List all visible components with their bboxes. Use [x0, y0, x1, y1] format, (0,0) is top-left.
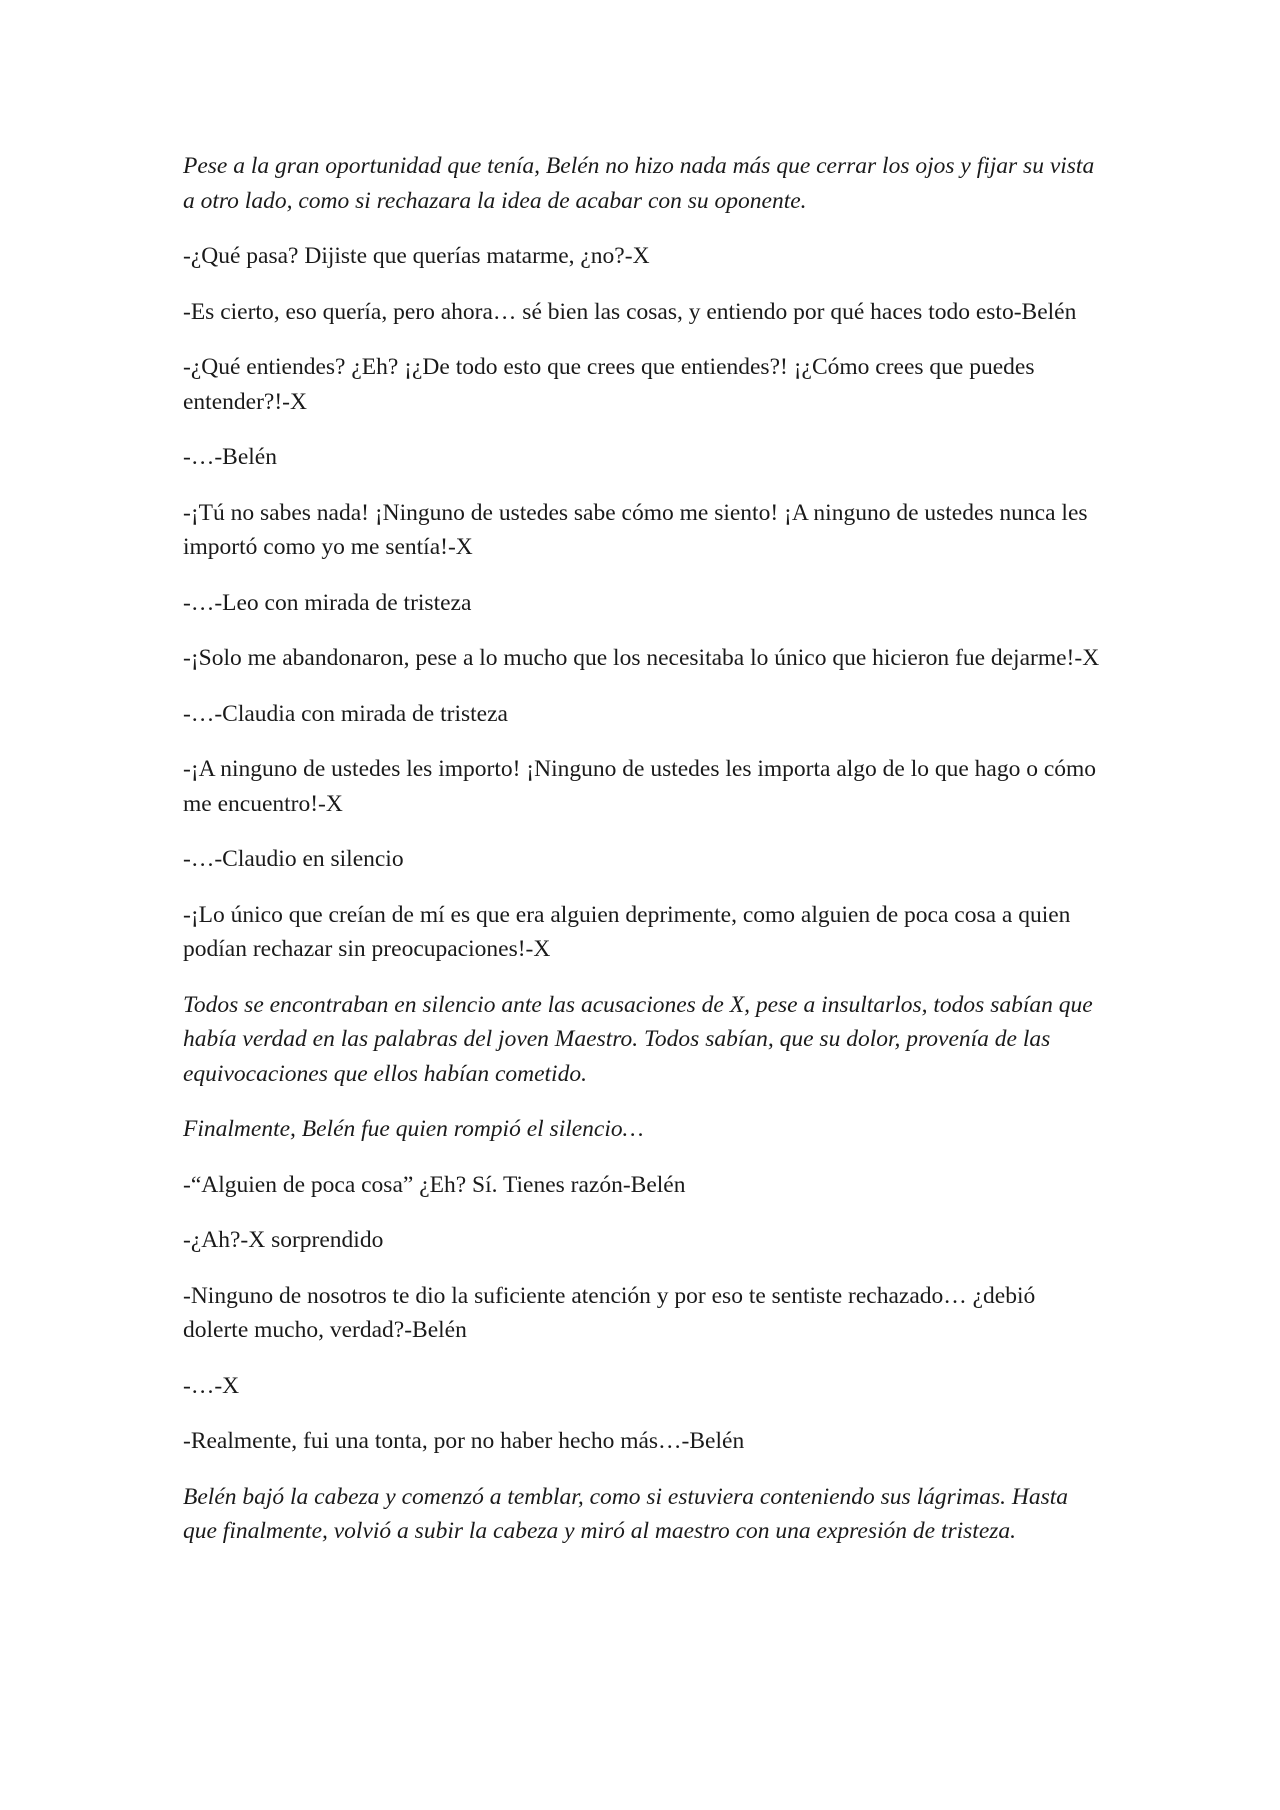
- dialogue-line: -“Alguien de poca cosa” ¿Eh? Sí. Tienes razón-Belén: [183, 1171, 686, 1198]
- dialogue-line: -¿Qué pasa? Dijiste que querías matarme, ¿no?-X: [183, 243, 650, 269]
- dialogue-line: -¡A ninguno de ustedes les importo! ¡Ninguno de ustedes les importa algo de lo que hago o cómo me encuentro!-X: [183, 756, 1097, 817]
- dialogue-line: -¡Lo único que creían de mí es que era alguien deprimente, como alguien de poca cosa a quien podían rechazar sin preocupaciones!-X: [183, 901, 1071, 962]
- dialogue-line: -¡Solo me abandonaron, pese a lo mucho que los necesitaba lo único que hicieron fue dejarme!-X: [183, 645, 1100, 671]
- document-body: [183, 149, 1103, 1570]
- dialogue-line: -Es cierto, eso quería, pero ahora… sé bien las cosas, y entiendo por qué haces todo esto-Belén: [183, 298, 1077, 325]
- dialogue-line: -¡Tú no sabes nada! ¡Ninguno de ustedes sabe cómo me siento! ¡A ninguno de ustedes nunca les importó como yo me sentía!-X: [183, 499, 1088, 560]
- dialogue-line: -…-Claudio en silencio: [183, 846, 404, 872]
- narration-paragraph: Belén bajó la cabeza y comenzó a temblar, como si estuviera conteniendo sus lágrimas. Hasta que finalmente, volvió a subir la cabeza y miró al maestro con una expresión de tristeza.: [183, 1483, 1069, 1544]
- narration-paragraph: Finalmente, Belén fue quien rompió el silencio…: [183, 1116, 644, 1142]
- narration-paragraph: Pese a la gran oportunidad que tenía, Belén no hizo nada más que cerrar los ojos y fijar su vista a otro lado, como si rechazara la idea de acabar con su oponente.: [183, 153, 1095, 214]
- dialogue-line: -…-Leo con mirada de tristeza: [183, 589, 472, 616]
- dialogue-line: -…-Claudia con mirada de tristeza: [183, 700, 508, 727]
- dialogue-line: -…-X: [183, 1372, 240, 1399]
- narration-paragraph: Todos se encontraban en silencio ante las acusaciones de X, pese a insultarlos, todos sabían que había verdad en las palabras del joven Maestro. Todos sabían, que su dolor, provenía de las equivocaciones que ellos habían cometido.: [183, 991, 1093, 1087]
- dialogue-line: -¿Qué entiendes? ¿Eh? ¡¿De todo esto que crees que entiendes?! ¡¿Cómo crees que puedes entender?!-X: [183, 354, 1035, 415]
- dialogue-line: -Ninguno de nosotros te dio la suficiente atención y por eso te sentiste rechazado… ¿debió dolerte mucho, verdad?-Belén: [183, 1282, 1036, 1343]
- dialogue-line: -Realmente, fui una tonta, por no haber hecho más…-Belén: [183, 1428, 745, 1454]
- dialogue-line: -¿Ah?-X sorprendido: [183, 1227, 384, 1253]
- dialogue-line: -…-Belén: [183, 444, 277, 470]
